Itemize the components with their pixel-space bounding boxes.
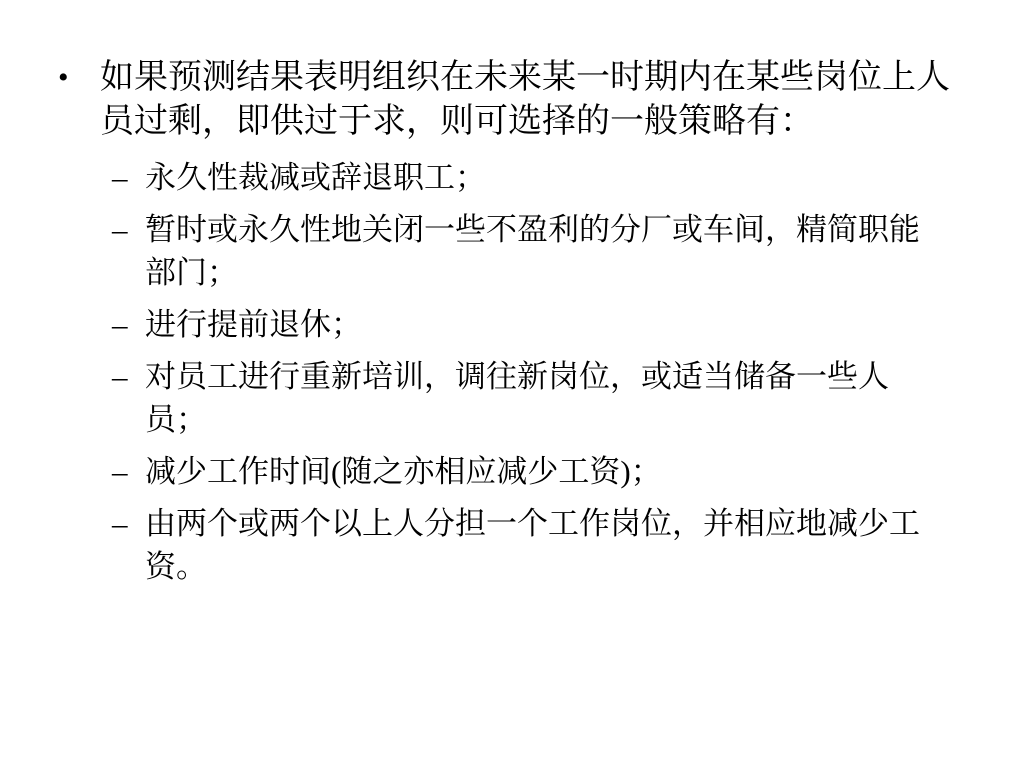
dash-bullet-icon: –: [112, 359, 128, 394]
bullet-dot-icon: •: [58, 61, 69, 94]
sub-bullet-text: 减少工作时间(随之亦相应减少工资)；: [145, 454, 662, 489]
sub-bullet-text: 对员工进行重新培训，调往新岗位，或适当储备一些人员；: [145, 359, 889, 437]
sub-bullet-item: [0, 502, 1024, 588]
dash-bullet-icon: –: [112, 212, 128, 247]
sub-bullet-text: 暂时或永久性地关闭一些不盈利的分厂或车间，精简职能部门；: [145, 212, 920, 290]
sub-bullet-text: 由两个或两个以上人分担一个工作岗位，并相应地减少工资。: [145, 506, 920, 584]
sub-bullet-text: 永久性裁减或辞退职工；: [145, 160, 486, 195]
sub-bullet-item: [0, 208, 1024, 294]
sub-bullet-item: [0, 355, 1024, 441]
slide-text-block: [0, 56, 1024, 597]
dash-bullet-icon: –: [112, 307, 128, 342]
sub-bullet-item: [0, 156, 1024, 199]
sub-bullet-item: [0, 450, 1024, 493]
sub-bullet-text: 进行提前退休；: [145, 307, 362, 342]
main-bullet-item: [0, 56, 1024, 144]
sub-bullet-item: [0, 303, 1024, 346]
dash-bullet-icon: –: [112, 160, 128, 195]
main-bullet-text: 如果预测结果表明组织在未来某一时期内在某些岗位上人员过剩，即供过于求，则可选择的一般策略有：: [100, 59, 950, 140]
dash-bullet-icon: –: [112, 506, 128, 541]
dash-bullet-icon: –: [112, 454, 128, 489]
